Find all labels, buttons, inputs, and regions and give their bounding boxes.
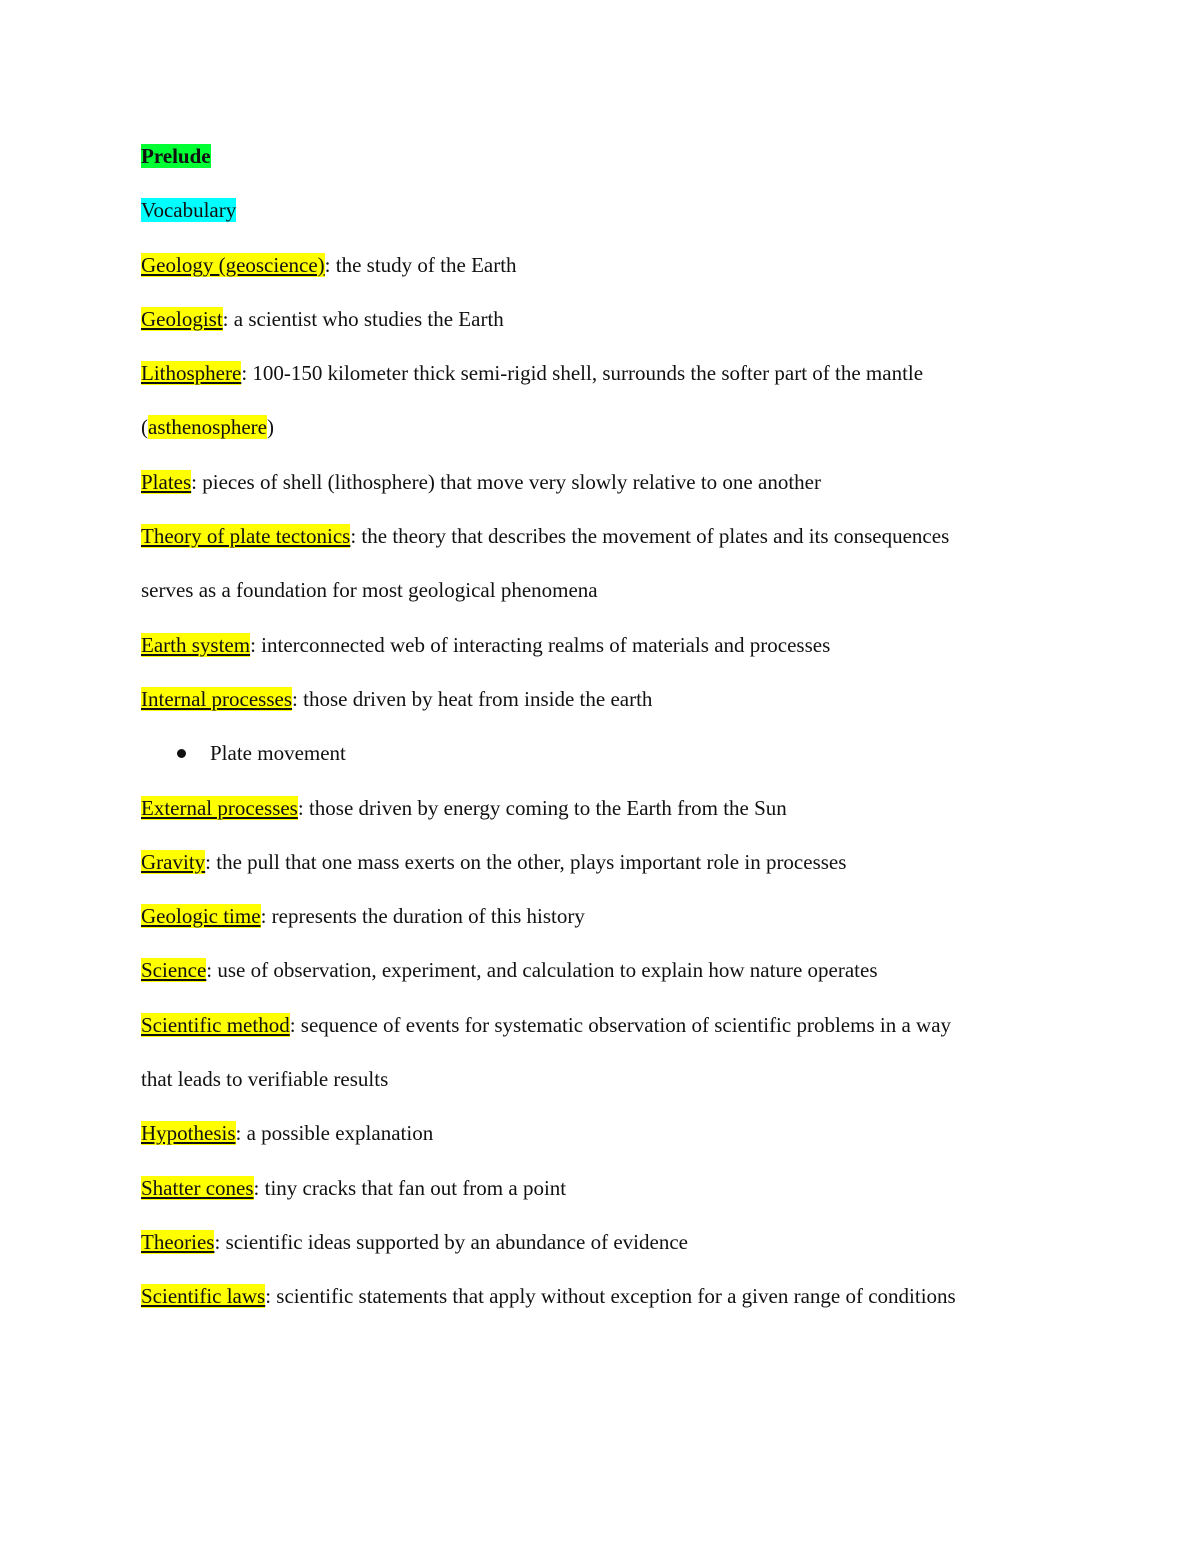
- entry-term: Plates: [141, 469, 192, 494]
- entry-term: Geologic time: [141, 904, 261, 929]
- entry-definition: : sequence of events for systematic observation of scientific problems in a way: [289, 1012, 952, 1037]
- entry-definition: : tiny cracks that fan out from a point: [253, 1175, 567, 1200]
- entry-term: Theories: [141, 1229, 215, 1254]
- entry-line: [141, 464, 1071, 518]
- continuation-text: that leads to verifiable results: [141, 1067, 389, 1092]
- entry-continuation: [141, 572, 1071, 626]
- entry-definition: : use of observation, experiment, and calculation to explain how nature operates: [206, 958, 878, 983]
- entry-line: [141, 952, 1071, 1006]
- entry-line: [141, 1170, 1071, 1224]
- entry-term: Scientific laws: [141, 1284, 266, 1309]
- entry-line: [141, 1007, 1071, 1061]
- entry-definition: : represents the duration of this history: [260, 904, 585, 929]
- entry-term: External processes: [141, 795, 298, 820]
- entry-definition: : interconnected web of interacting realms of materials and processes: [250, 632, 831, 657]
- document-page: [141, 138, 1071, 1333]
- entry-line: [141, 355, 1071, 409]
- bullet-icon: [177, 749, 186, 758]
- entry-term: Internal processes: [141, 686, 293, 711]
- entry-definition: : pieces of shell (lithosphere) that move very slowly relative to one another: [191, 469, 821, 494]
- document-heading: Prelude: [141, 144, 211, 168]
- entry-definition: : the theory that describes the movement of plates and its consequences: [350, 524, 950, 549]
- entry-line: [141, 681, 1071, 735]
- entry-continuation: [141, 1061, 1071, 1115]
- entry-definition: : a scientist who studies the Earth: [222, 306, 504, 331]
- entry-line: [141, 844, 1071, 898]
- heading-line: [141, 138, 1071, 192]
- entry-term: Earth system: [141, 632, 251, 657]
- entry-line: [141, 790, 1071, 844]
- entry-line: [141, 898, 1071, 952]
- bullet-text: Plate movement: [210, 741, 346, 766]
- entry-term: Geologist: [141, 306, 223, 331]
- highlighted-word: asthenosphere: [148, 415, 267, 440]
- entry-term: Gravity: [141, 849, 206, 874]
- section-line: [141, 192, 1071, 246]
- continuation-text: serves as a foundation for most geological phenomena: [141, 578, 598, 603]
- bullet-item: [141, 735, 1071, 789]
- entry-term: Science: [141, 958, 207, 983]
- entry-term: Hypothesis: [141, 1121, 236, 1146]
- entry-line: [141, 1278, 1071, 1332]
- entry-term: Lithosphere: [141, 361, 242, 386]
- entry-definition: : a possible explanation: [235, 1121, 434, 1146]
- entry-term: Scientific method: [141, 1012, 290, 1037]
- entry-term: Shatter cones: [141, 1175, 254, 1200]
- entry-definition: : the study of the Earth: [324, 252, 517, 277]
- entry-definition: : those driven by heat from inside the earth: [292, 686, 653, 711]
- entry-line: [141, 1224, 1071, 1278]
- entry-line: [141, 247, 1071, 301]
- entry-term: Theory of plate tectonics: [141, 524, 351, 549]
- continuation-prefix: (: [141, 415, 148, 440]
- entry-definition: : scientific ideas supported by an abundance of evidence: [214, 1229, 688, 1254]
- entry-line: [141, 627, 1071, 681]
- entry-line: [141, 1115, 1071, 1169]
- section-label: Vocabulary: [141, 198, 237, 223]
- entry-line: [141, 518, 1071, 572]
- continuation-suffix: ): [266, 415, 274, 440]
- entry-continuation: [141, 409, 1071, 463]
- entry-definition: : those driven by energy coming to the Earth from the Sun: [297, 795, 787, 820]
- entry-term: Geology (geoscience): [141, 252, 325, 277]
- entry-line: [141, 301, 1071, 355]
- entry-definition: : the pull that one mass exerts on the other, plays important role in processes: [205, 849, 847, 874]
- entry-definition: : 100-150 kilometer thick semi-rigid shell, surrounds the softer part of the mantle: [241, 361, 924, 386]
- entry-definition: : scientific statements that apply without exception for a given range of conditions: [265, 1284, 956, 1309]
